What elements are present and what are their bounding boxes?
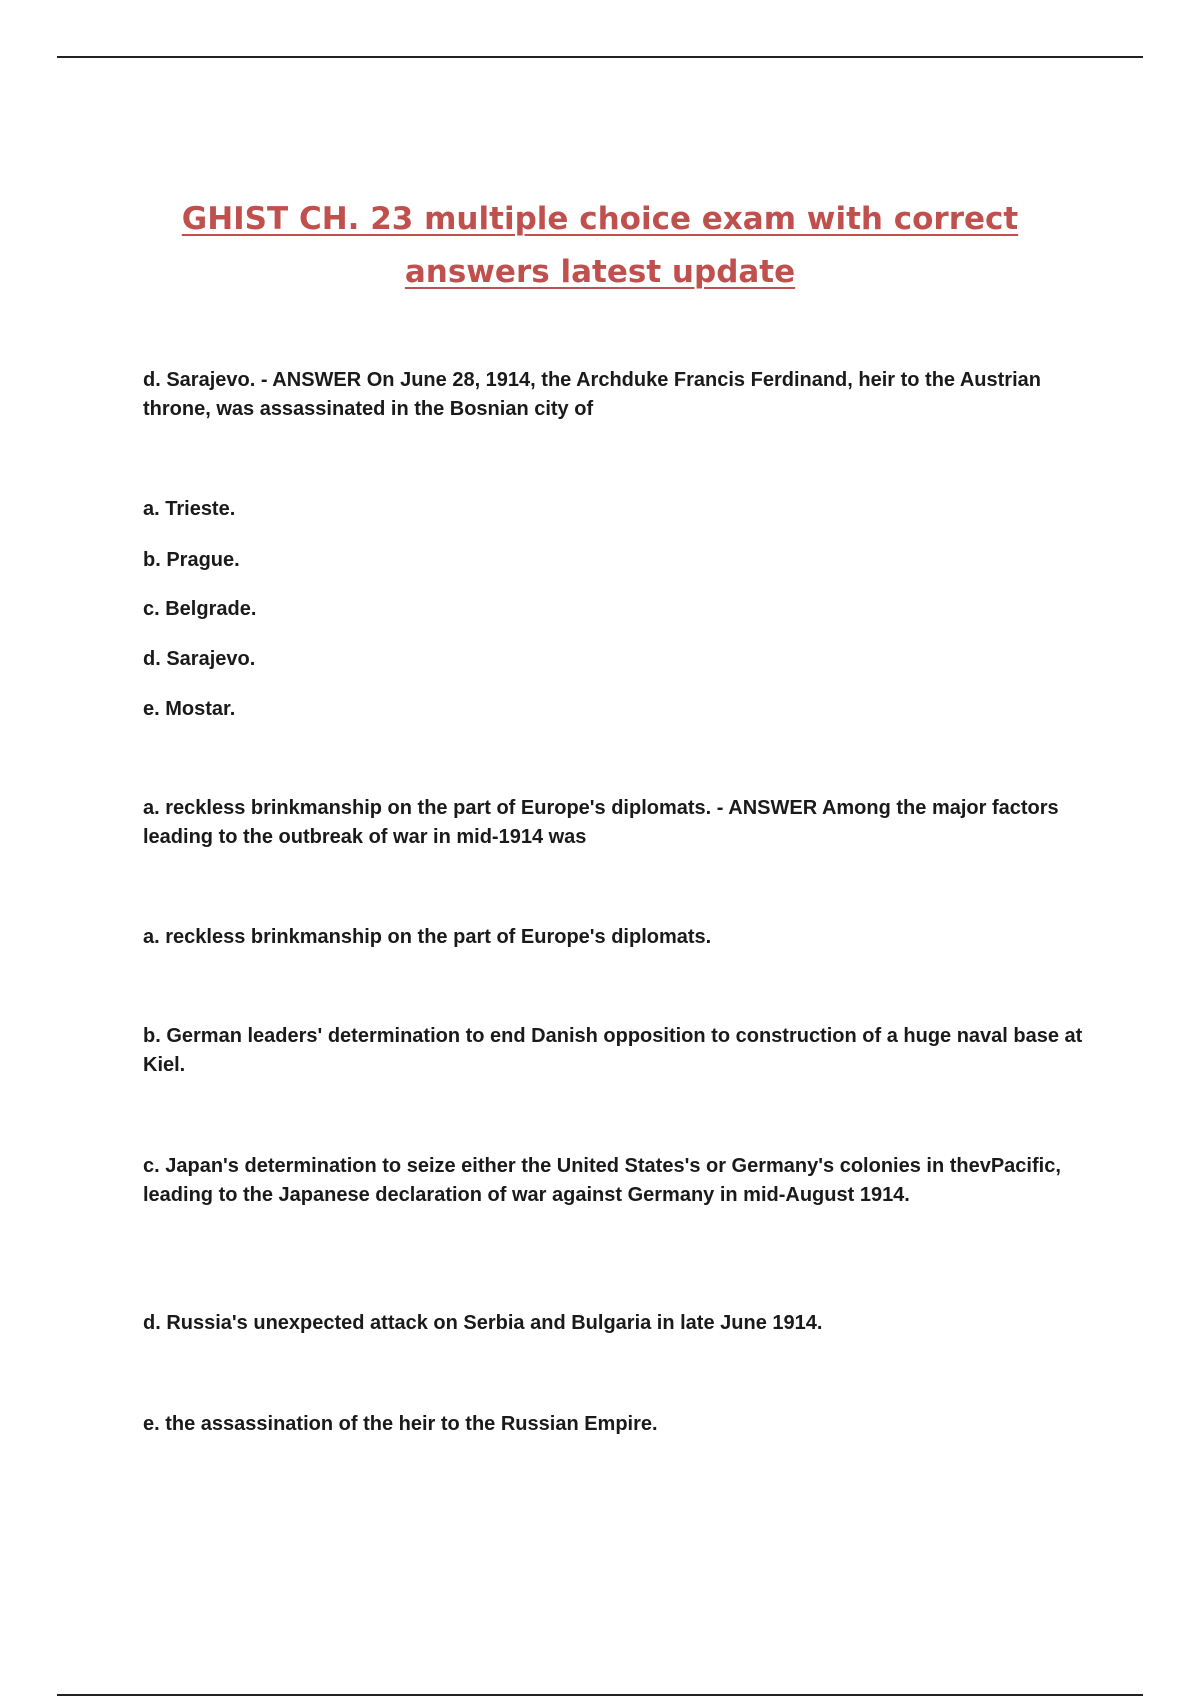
question-2-option-d: d. Russia's unexpected attack on Serbia and Bulgaria in late June 1914.: [143, 1312, 823, 1334]
question-1-option-b: b. Prague.: [143, 549, 240, 571]
question-2-option-b: b. German leaders' determination to end Danish opposition to construction of a huge naval base at Kiel.: [143, 1025, 1083, 1076]
question-1-option-c: c. Belgrade.: [143, 598, 257, 620]
question-2-prompt: a. reckless brinkmanship on the part of Europe's diplomats. - ANSWER Among the major factors leading to the outbreak of war in mid-1914 was: [143, 797, 1059, 848]
question-2-option-a: a. reckless brinkmanship on the part of Europe's diplomats.: [143, 926, 712, 948]
question-1-option-d: d. Sarajevo.: [143, 648, 256, 670]
document-title: GHIST CH. 23 multiple choice exam with correct answers latest update: [181, 201, 1019, 290]
question-1-option-a: a. Trieste.: [143, 498, 236, 520]
top-divider: [57, 56, 1143, 58]
question-1-option-e: e. Mostar.: [143, 698, 236, 720]
question-1-prompt: d. Sarajevo. - ANSWER On June 28, 1914, the Archduke Francis Ferdinand, heir to the Austrian throne, was assassinated in the Bosnian city of: [143, 369, 1041, 420]
bottom-divider: [57, 1694, 1143, 1696]
question-2-option-c: c. Japan's determination to seize either the United States's or Germany's colonies in thevPacific, leading to the Japanese declaration of war against Germany in mid-August 1914.: [143, 1155, 1061, 1206]
question-2-option-e: e. the assassination of the heir to the Russian Empire.: [143, 1413, 658, 1435]
